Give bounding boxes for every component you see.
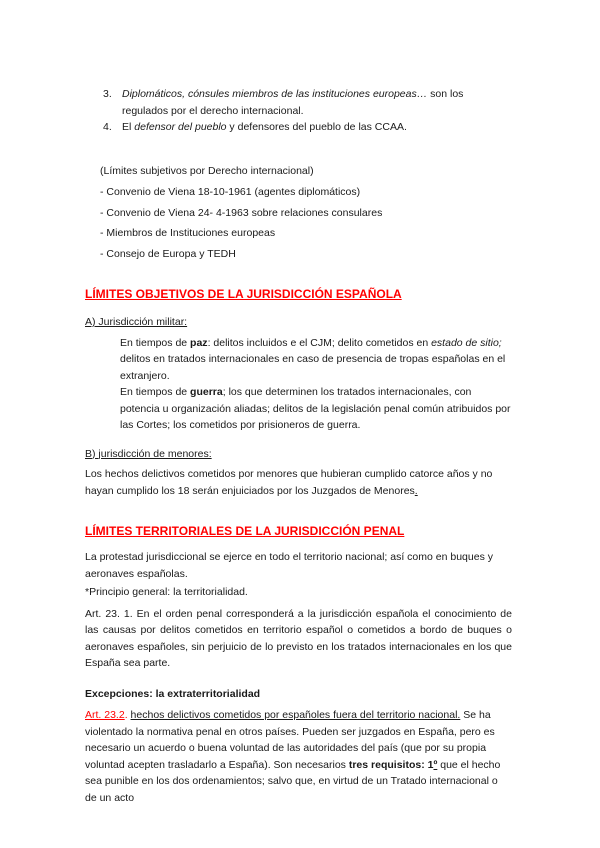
war-rest: ; los que determinen los tratados internacionales, con potencia u organización aliadas; delitos de la legislación penal común atribuidos por las Cortes; los cometidos por prisioneros de guerra. [120,386,511,431]
article-23-2-ordinal: º [433,758,438,771]
peace-bold-word: paz [190,336,208,349]
item-4-text [122,119,512,136]
item-4-rest: y defensores del pueblo de las CCAA. [226,121,407,133]
article-23-2-ref-separator: . [124,709,131,721]
item-3-rest: son los regulados por el derecho internacional. [122,88,464,117]
war-pre: En tiempos de [120,386,191,398]
item-4-italic-phrase: defensor del pueblo [134,121,227,133]
article-23-2-body: Se ha violentado la normativa penal en otros países. Pueden ser juzgados en España, pero es necesario un acuerdo o buena voluntad de las autoridades del país (que por su propia voluntad acepten trasladarlo a España). Son necesarios [85,709,495,771]
war-time-paragraph [120,384,512,434]
article-23-2-ref: Art. 23.2 [85,709,125,721]
numbered-item-3 [103,86,512,119]
peace-rest: delitos en tratados internacionales en caso de presencia de tropas españolas en el extranjero. [120,353,506,382]
minors-tail: . [414,484,418,497]
article-23-2-requirements-bold: tres requisitos: 1 [348,758,434,771]
section-a-military-label: A) Jurisdicción militar: [85,316,188,328]
bullet-convenio-viena-1961: - Convenio de Viena 18-10-1961 (agentes diplomáticos) [100,186,361,198]
article-23-2-paragraph [85,707,512,806]
peace-time-paragraph [120,335,512,385]
peace-mid: : delitos incluidos e el CJM; delito cometidos en [207,336,432,349]
peace-italic-phrase: estado de sitio; [431,336,502,349]
article-23-2-underlined-phrase: hechos delictivos cometidos por españoles fuera del territorio nacional. [130,709,461,721]
numbered-item-4 [103,119,512,136]
item-3-italic-phrase: Diplomáticos, cónsules miembros de las instituciones europeas… [122,88,428,100]
article-23-2-tail: que el hecho sea punible en los dos ordenamientos; salvo que, en virtud de un Tratado internacional o de un acto [85,758,501,804]
military-jurisdiction-block [120,335,512,434]
item-4-number: 4. [103,121,112,133]
territorial-intro-paragraph: La protestad jurisdiccional se ejerce en todo el territorio nacional; así como en buques y aeronaves españolas. [85,551,493,580]
section-b-minors-label: B) jurisdicción de menores: [85,447,212,460]
minors-text: Los hechos delictivos cometidos por menores que hubieran cumplido catorce años y no hayan cumplido los 18 serán enjuiciados por los Juzgados de Menores [85,468,493,497]
territoriality-principle: *Principio general: la territorialidad. [85,586,248,598]
item-3-text [122,86,512,119]
item-4-pre: El [122,121,135,133]
bullet-consejo-europa-tedh: - Consejo de Europa y TEDH [100,247,236,260]
bullet-convenio-viena-1963: - Convenio de Viena 24- 4-1963 sobre relaciones consulares [100,206,383,219]
subjective-limits-note: (Límites subjetivos por Derecho internacional) [100,164,314,177]
war-bold-word: guerra [190,386,223,398]
peace-pre: En tiempos de [120,336,191,349]
territorial-limits-heading: LÍMITES TERRITORIALES DE LA JURISDICCIÓN PENAL [85,524,405,538]
objective-limits-heading: LÍMITES OBJETIVOS DE LA JURISDICCIÓN ESPAÑOLA [85,287,402,301]
minors-paragraph [85,466,512,499]
item-3-number: 3. [103,88,112,100]
article-23-1-paragraph: Art. 23. 1. En el orden penal corresponderá a la jurisdicción española el conocimiento de las causas por delitos cometidos en territorio español o cometidos a bordo de buques o aeronaves españoles, sin perjuicio de lo previsto en los tratados internacionales en los que España sea parte. [85,607,512,669]
exceptions-label: Excepciones: la extraterritorialidad [85,687,261,700]
bullet-miembros-instituciones: - Miembros de Instituciones europeas [100,227,276,239]
